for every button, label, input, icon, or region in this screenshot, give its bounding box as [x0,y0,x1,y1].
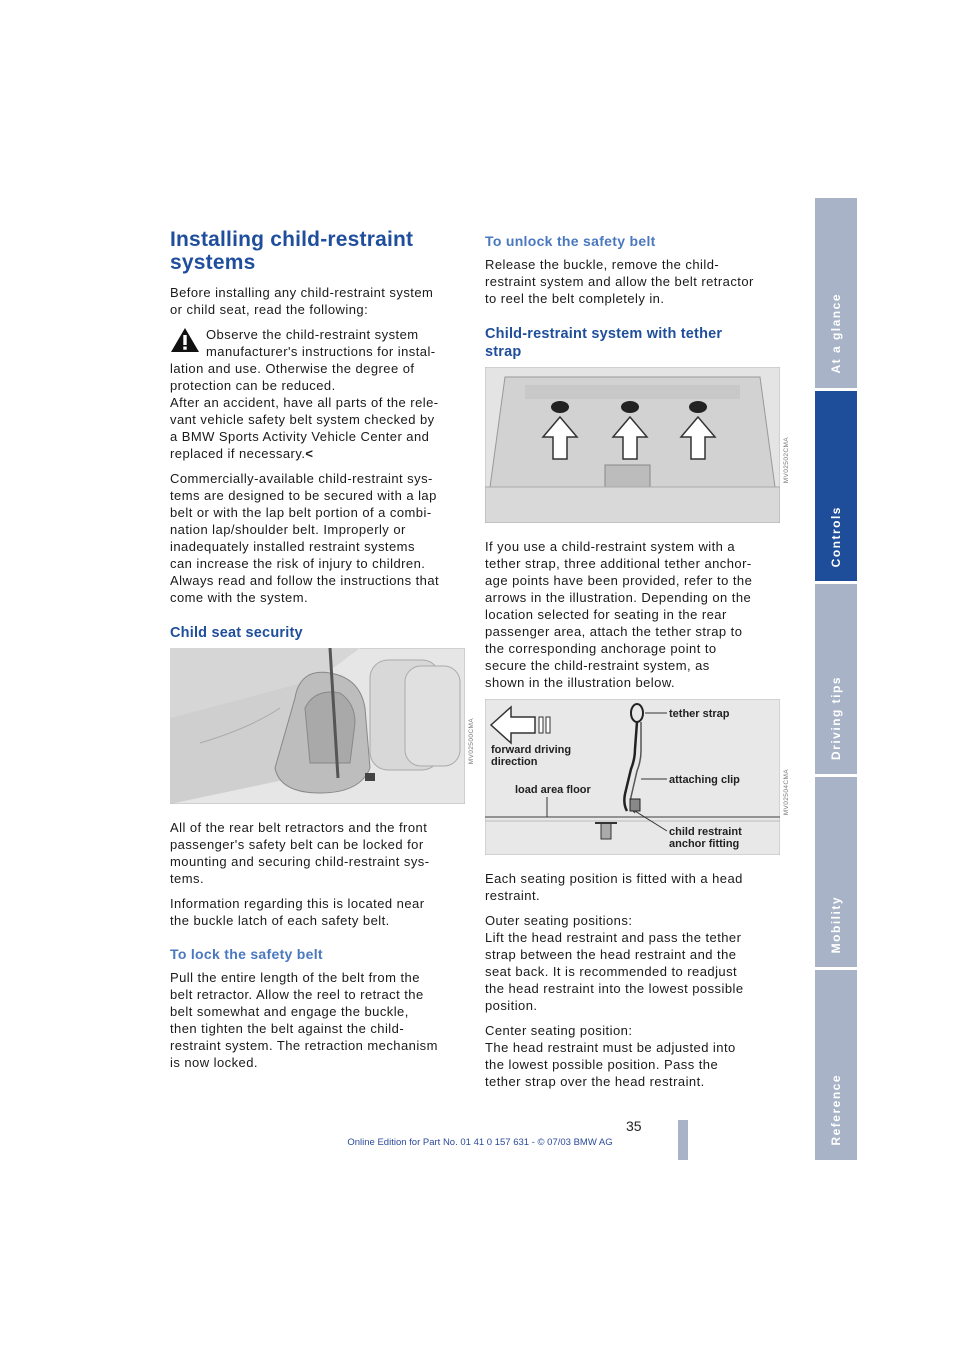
chapter-sidebar [815,198,857,1160]
outer-seating-paragraph: Outer seating positions: Lift the head restraint and pass the tether strap between the head restraint and the seat back. It is recommended to readjust the head restraint into the lowest possible position. [485,913,744,1013]
label-anchor-fitting-2: anchor fitting [669,838,740,850]
unlock-paragraph: Release the buckle, remove the child- restraint system and allow the belt retractor to reel the belt completely in. [485,257,754,306]
warning-triangle-icon [170,327,200,353]
tab-controls[interactable]: Controls [815,391,857,581]
tether-diagram [485,699,780,855]
page-number: 35 [626,1118,642,1134]
lock-paragraph: Pull the entire length of the belt from the belt retractor. Allow the reel to retract the belt somewhat and engage the buckle, then tighten the belt against the child- restraint system. The retraction mechanism is now locked. [170,970,438,1070]
figure-code: MV02500CMA [468,718,475,765]
figure-code: MV02504CMA [783,769,790,816]
tether-strap-heading: Child-restraint system with tether strap [485,326,723,360]
intro-paragraph: Before installing any child-restraint system or child seat, read the following: [170,285,434,317]
head-restraint-paragraph: Each seating position is fitted with a head restraint. [485,871,743,903]
tether-paragraph: If you use a child-restraint system with a tether strap, three additional tether anchor- age points have been provided, refer to the arrows in the illustration. Depending on the location selected for seating in the rear passenger area, attach the tether strap to the corresponding anchorage point to secure the child-restraint system, as shown in the illustration below. [485,539,753,690]
figure-code: MV02502CMA [783,437,790,484]
commercial-paragraph: Commercially-available child-restraint sys- tems are designed to be secured with a lap belt or with the lap belt portion of a combi- nation lap/shoulder belt. Improperly or inadequately installed restraint systems can increase the risk of injury to children. Always read and follow the instructions that come with the system. [170,471,440,605]
tab-reference[interactable]: Reference [815,970,857,1160]
label-forward-direction-2: direction [491,756,538,768]
label-forward-direction-1: forward driving [491,744,572,756]
warning-notice: Observe the child-restraint system manufacturer's instructions for instal- lation and use. Otherwise the degree of protection can be reduced. After an accident, have all parts of the rele- vant vehicle safety belt system checked by a BMW Sports Activity Vehicle Center and replaced if necessary.< [170,327,439,461]
left-column [170,228,475,1079]
info-paragraph: Information regarding this is located near the buckle latch of each safety belt. [170,896,425,928]
lock-belt-heading: To lock the safety belt [170,946,323,962]
label-attaching-clip: attaching clip [669,774,740,786]
label-load-area-floor: load area floor [515,784,591,796]
tab-mobility[interactable]: Mobility [815,777,857,967]
child-seat-illustration [170,648,465,804]
anchor-points-figure [485,367,790,528]
tab-at-a-glance[interactable]: At a glance [815,198,857,388]
retractors-paragraph: All of the rear belt retractors and the front passenger's safety belt can be locked for mounting and securing child-restraint sys- tems. [170,820,430,886]
anchor-points-illustration [485,367,780,523]
label-tether-strap: tether strap [669,708,730,720]
section-title: Installing child-restraint systems [170,228,414,274]
end-mark: < [305,446,314,461]
tab-driving-tips[interactable]: Driving tips [815,584,857,774]
child-seat-figure [170,648,475,809]
right-column [485,228,790,1098]
unlock-belt-heading: To unlock the safety belt [485,233,656,249]
footer: Online Edition for Part No. 01 41 0 157 631 - © 07/03 BMW AG [347,1137,613,1148]
label-anchor-fitting-1: child restraint [669,826,742,838]
center-seating-paragraph: Center seating position: The head restraint must be adjusted into the lowest possible position. Pass the tether strap over the head restraint. [485,1023,736,1089]
child-seat-security-heading: Child seat security [170,625,303,641]
tether-diagram-figure [485,699,790,860]
